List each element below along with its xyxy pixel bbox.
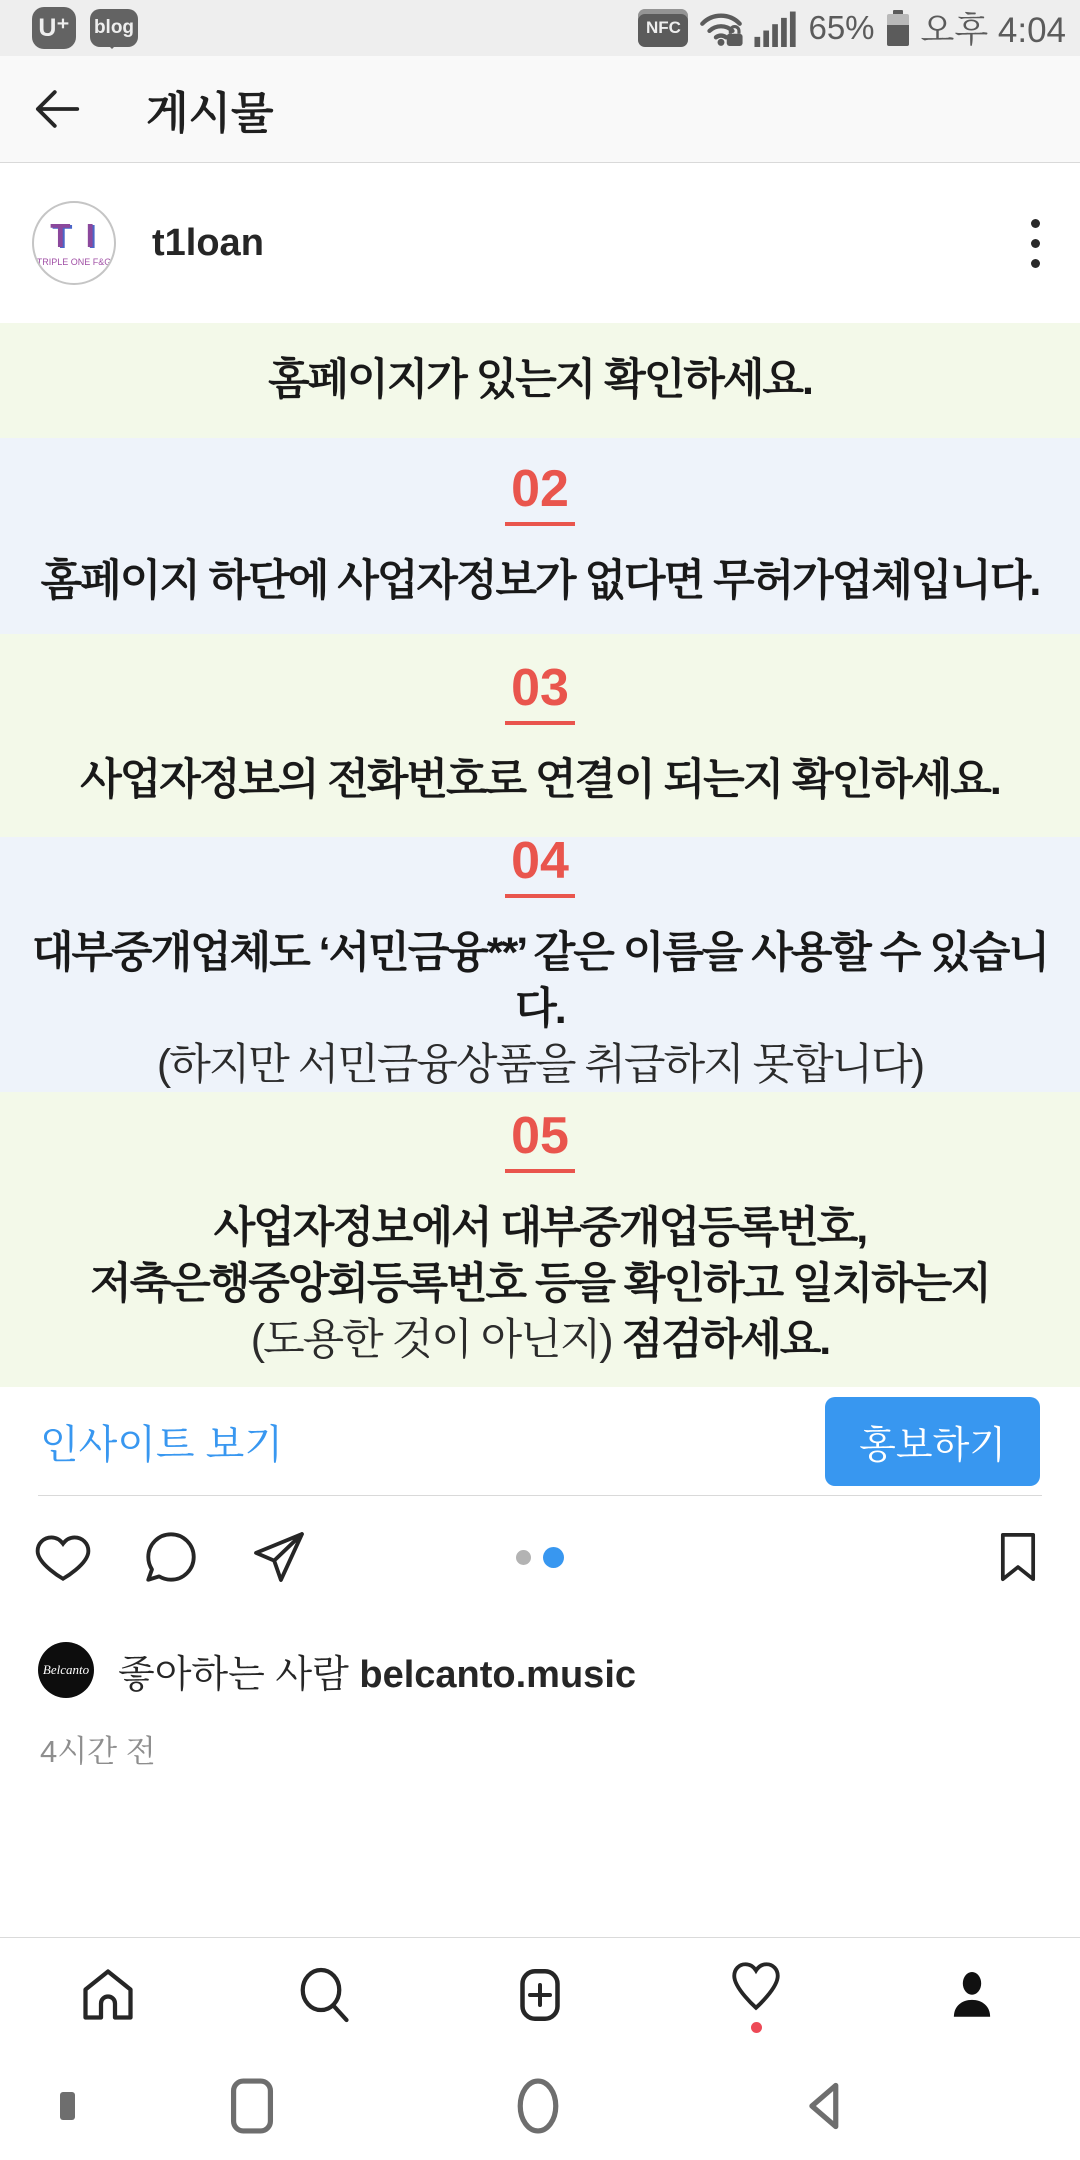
nav-home[interactable] — [8, 1965, 208, 2025]
like-icon[interactable] — [34, 1528, 92, 1586]
post-action-bar — [0, 1496, 1080, 1618]
avatar-logo-letters: T I — [50, 217, 98, 254]
blog-label: blog — [93, 17, 135, 38]
image-section-02 — [0, 438, 1080, 634]
create-post-icon — [510, 1965, 570, 2025]
image-section-05 — [0, 1092, 1080, 1387]
recents-icon — [226, 2074, 278, 2138]
likes-row — [0, 1642, 1080, 1698]
promote-button[interactable]: 홍보하기 — [825, 1397, 1040, 1486]
bookmark-icon[interactable] — [990, 1528, 1046, 1586]
image-section-04 — [0, 832, 1080, 1092]
section-text: 홈페이지가 있는지 확인하세요. — [268, 355, 812, 404]
u-plus-carrier-icon: U ⁺ — [32, 7, 76, 49]
app-header — [0, 56, 1080, 163]
activity-notification-dot — [751, 2022, 762, 2033]
page-title: 게시물 — [146, 89, 274, 138]
section-text: 저축은행중앙회등록번호 등을 확인하고 일치하는지 — [90, 1260, 990, 1309]
u-plus-label: U — [38, 13, 57, 42]
signal-strength-icon — [754, 9, 798, 47]
blog-notification-icon — [90, 9, 138, 47]
empty-space — [0, 1771, 1080, 1937]
view-insights-link[interactable]: 인사이트 보기 — [40, 1422, 283, 1467]
home-icon — [78, 1965, 138, 2025]
section-subtext: (하지만 서민금융상품을 취급하지 못합니다) — [156, 1040, 924, 1089]
search-icon — [294, 1965, 354, 2025]
wifi-icon — [698, 9, 744, 47]
battery-icon — [887, 10, 909, 46]
section-text: 사업자정보에서 대부중개업등록번호, — [213, 1204, 867, 1253]
section-text: 대부중개업체도 ‘서민금융**’ 같은 이름을 사용할 수 있습니다. — [31, 929, 1049, 1034]
android-back-icon — [800, 2074, 852, 2138]
section-number: 02 — [505, 463, 575, 526]
nav-activity[interactable] — [656, 1957, 856, 2033]
profile-icon — [943, 1966, 1001, 2024]
section-number: 03 — [505, 662, 575, 725]
android-home-icon — [512, 2074, 564, 2138]
liker-avatar[interactable]: Belcanto — [38, 1642, 94, 1698]
comment-icon[interactable] — [142, 1528, 200, 1586]
battery-percent-text: 65% — [808, 9, 875, 46]
post-author-username[interactable]: t1loan — [152, 221, 264, 264]
more-options-icon[interactable] — [1023, 211, 1048, 276]
section-number: 04 — [505, 835, 575, 898]
post-author-avatar[interactable] — [32, 201, 116, 285]
nav-create-post[interactable] — [440, 1965, 640, 2025]
section-number: 05 — [505, 1110, 575, 1173]
back-arrow-icon[interactable] — [30, 82, 84, 136]
section-text: 사업자정보의 전화번호로 연결이 되는지 확인하세요. — [80, 756, 1000, 805]
section-text: 홈페이지 하단에 사업자정보가 없다면 무허가업체입니다. — [40, 556, 1040, 605]
android-recents-button[interactable] — [226, 2074, 278, 2143]
post-header — [0, 163, 1080, 323]
post-timestamp: 4시간 전 — [40, 1734, 156, 1769]
hidden-content-indicator — [60, 2092, 75, 2120]
pagination-dot — [516, 1550, 531, 1565]
share-icon[interactable] — [250, 1528, 308, 1586]
activity-heart-icon — [727, 1957, 785, 2015]
status-bar — [0, 0, 1080, 56]
image-section-01 — [0, 323, 1080, 438]
android-home-button[interactable] — [512, 2074, 564, 2143]
clock-text: 오후 4:04 — [920, 11, 1066, 50]
android-navigation-bar — [0, 2052, 1080, 2160]
liker-username[interactable]: belcanto.music — [359, 1653, 637, 1696]
bottom-navigation — [0, 1937, 1080, 2052]
insights-row — [0, 1387, 1080, 1495]
nav-search[interactable] — [224, 1965, 424, 2025]
nfc-icon: NFC — [638, 9, 688, 47]
likes-prefix: 좋아하는 사람 — [118, 1653, 360, 1696]
likes-text — [118, 1643, 636, 1698]
image-section-03 — [0, 634, 1080, 837]
post-image-carousel[interactable] — [0, 323, 1080, 1387]
nav-profile[interactable] — [872, 1966, 1072, 2024]
section-text-light: (도용한 것이 아닌지) — [250, 1315, 622, 1364]
pagination-dot-active — [543, 1547, 564, 1568]
avatar-logo-caption: TRIPLE ONE F&G — [36, 257, 112, 267]
section-text-mixed — [251, 1313, 829, 1369]
android-back-button[interactable] — [800, 2074, 852, 2143]
section-text-bold: 점검하세요. — [621, 1315, 830, 1364]
